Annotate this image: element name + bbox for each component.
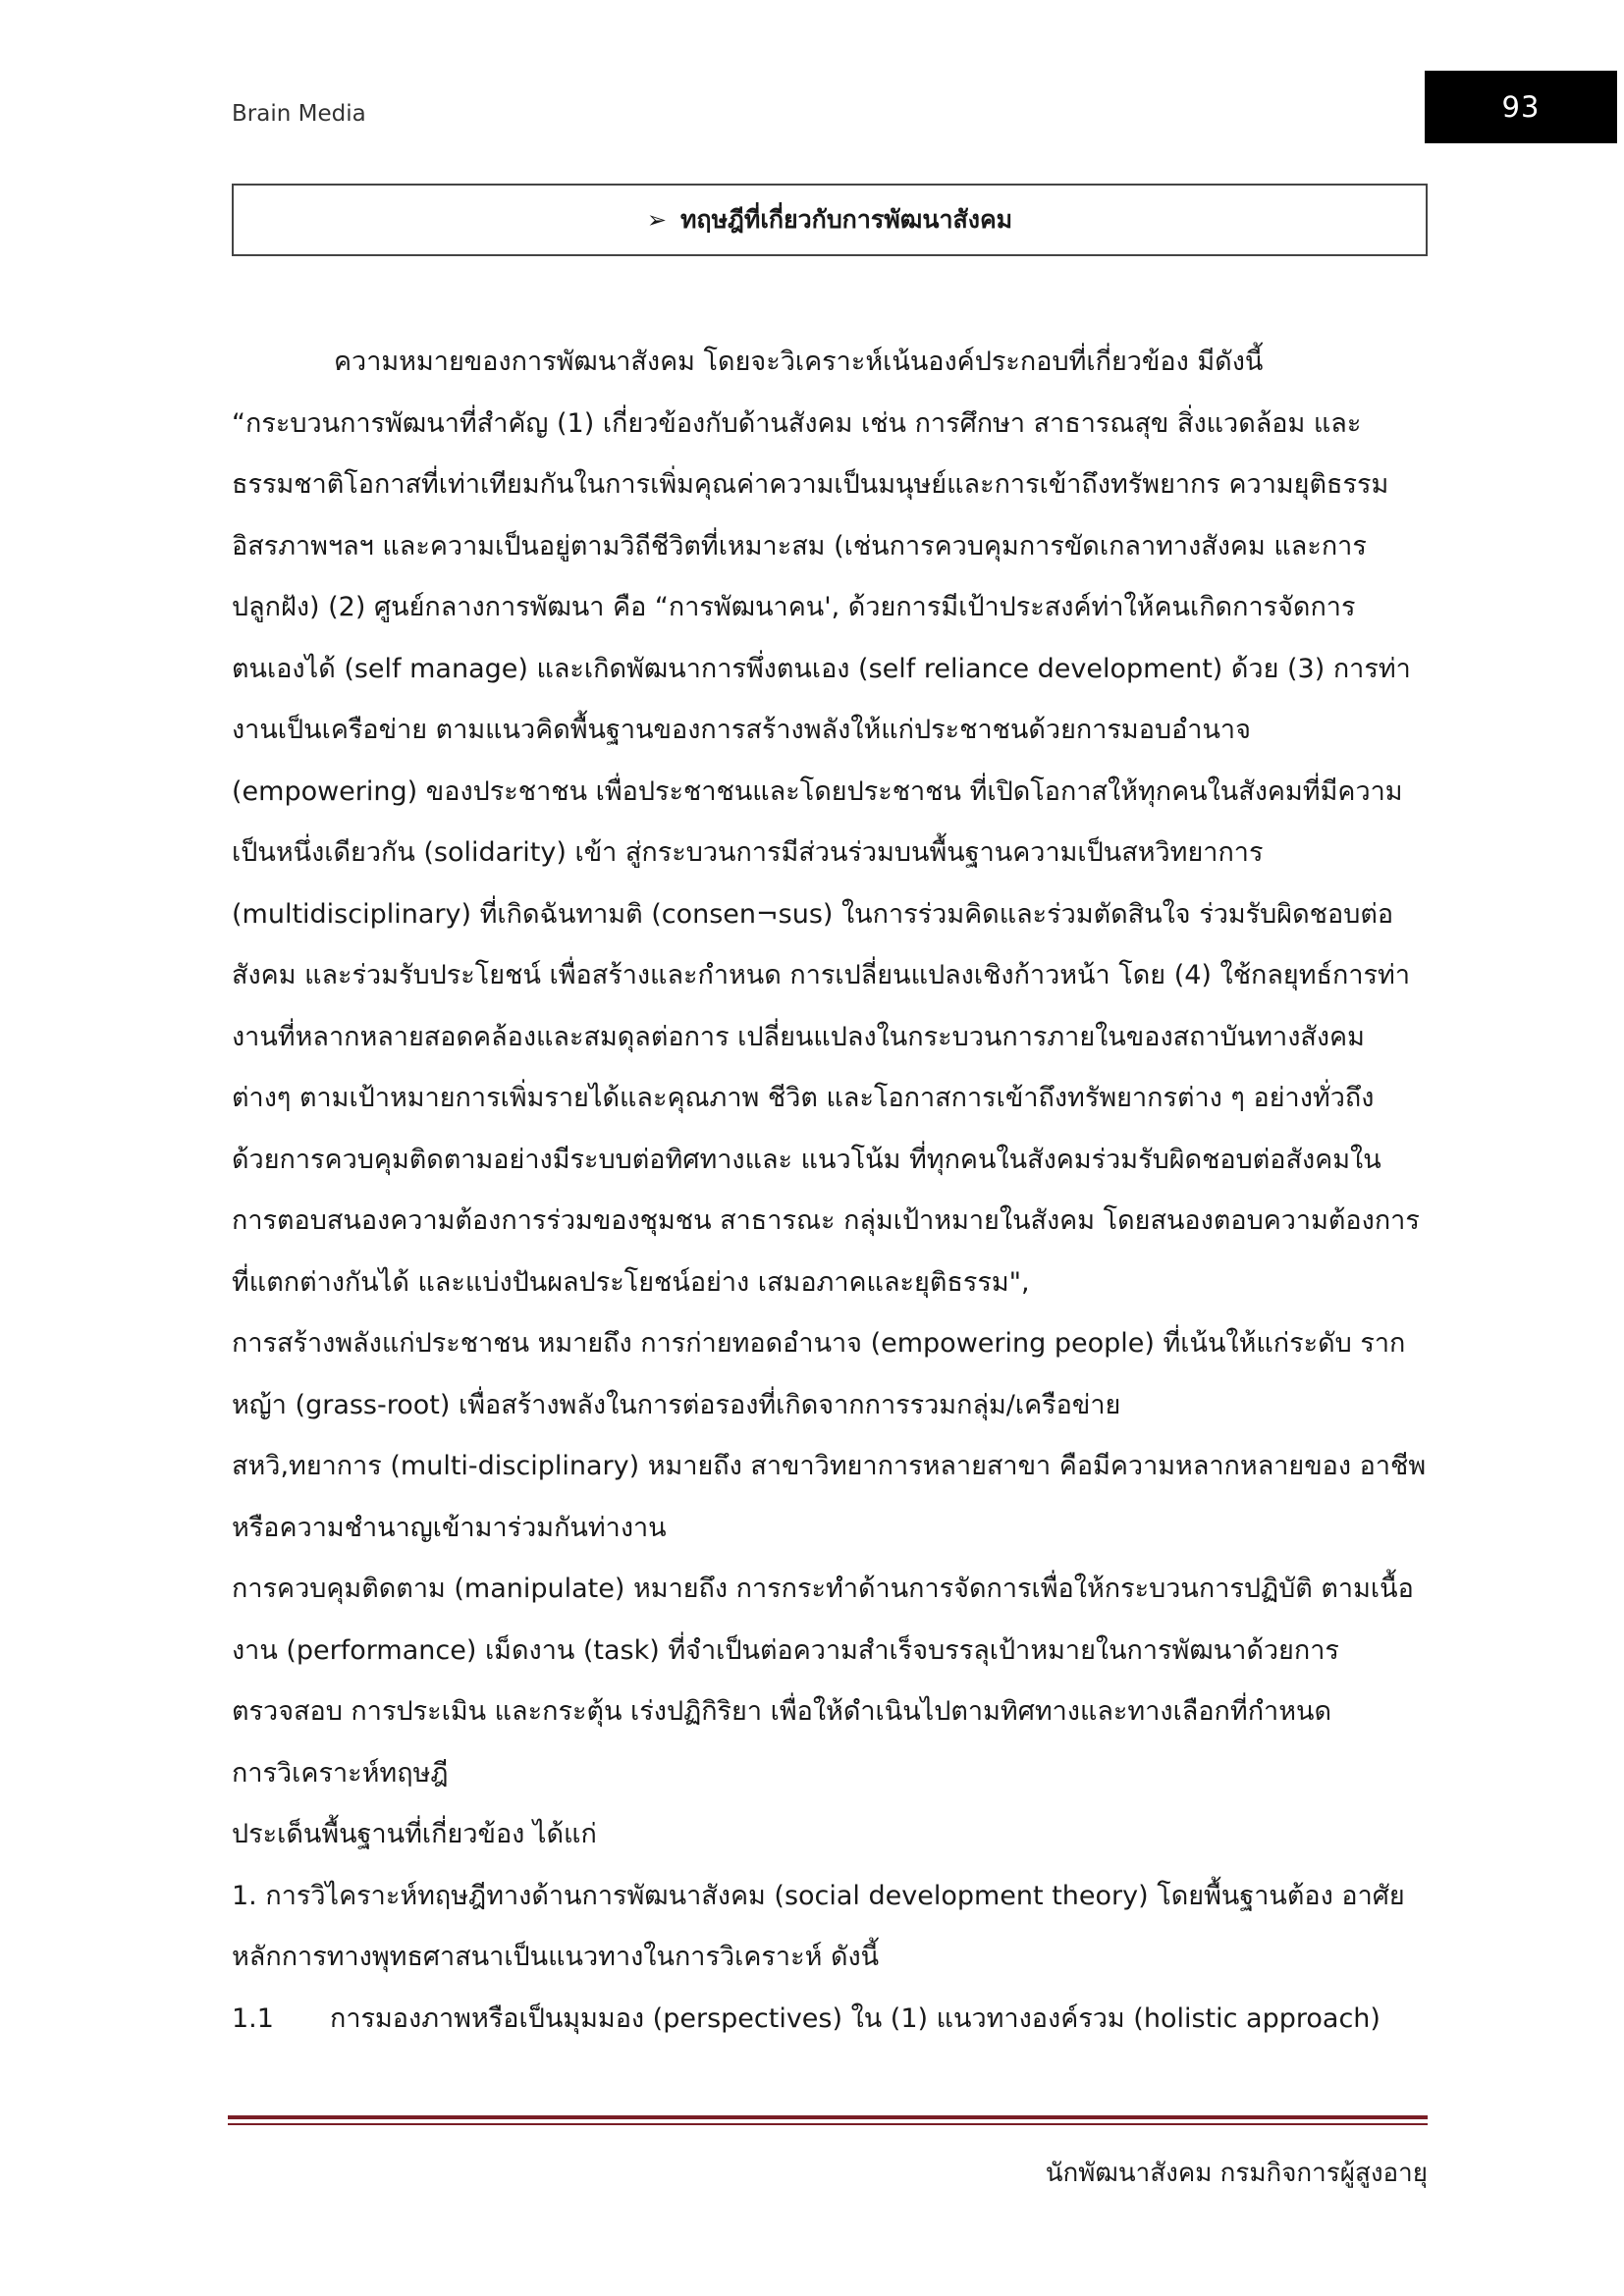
paragraph-line: อิสรภาพฯลฯ และความเป็นอยู่ตามวิถีชีวิตที่เหมาะสม (เช่นการควบคุมการขัดเกลาทางสังคม และการ — [232, 530, 1367, 561]
paragraph-line: ธรรมชาติโอกาสที่เท่าเทียมกันในการเพิ่มคุณค่าความเป็นมนุษย์และการเข้าถึงทรัพยากร ความยุติธรรม — [232, 469, 1389, 500]
paragraph-line: “กระบวนการพัฒนาที่สำคัญ (1) เกี่ยวข้องกับด้านสังคม เช่น การศึกษา สาธารณสุข สิ่งแวดล้อม และ — [232, 407, 1362, 439]
paragraph-line: งานเป็นเครือข่าย ตามแนวคิดพื้นฐานของการสร้างพลังให้แก่ประชาชนด้วยการมอบอำนาจ — [232, 715, 1251, 745]
paragraph-line: การสร้างพลังแก่ประชาชน หมายถึง การก่ายทอดอำนาจ (empowering people) ที่เน้นให้แก่ระดับ ราก — [232, 1328, 1406, 1359]
paragraph-line: (multidisciplinary) ที่เกิดฉันทามติ (consen¬sus) ในการร่วมคิดและร่วมตัดสินใจ ร่วมรับผิดชอบต่อ — [232, 898, 1394, 930]
paragraph-line: ปลูกฝัง) (2) ศูนย์กลางการพัฒนา คือ “การพัฒนาคน', ด้วยการมีเป้าประสงค์ท่าให้คนเกิดการจัดการ — [232, 592, 1356, 622]
paragraph-line: สหวิ,ทยาการ (multi-disciplinary) หมายถึง สาขาวิทยาการหลายสาขา คือมีความหลากหลายของ อาชีพ — [232, 1451, 1427, 1481]
footer-divider-thin — [228, 2123, 1428, 2125]
paragraph-line: งาน (performance) เม็ดงาน (task) ที่จำเป็นต่อความสำเร็จบรรลุเป้าหมายในการพัฒนาด้วยการ — [232, 1634, 1339, 1666]
paragraph-line: การควบคุมติดตาม (manipulate) หมายถึง การกระทำด้านการจัดการเพื่อให้กระบวนการปฏิบัติ ตามเนื้อ — [232, 1574, 1414, 1604]
numbered-item — [232, 1989, 1449, 2051]
section-heading-box — [232, 184, 1428, 256]
footer-divider — [228, 2115, 1428, 2119]
section-title: ทฤษฎีที่เกี่ยวกับการพัฒนาสังคม — [679, 205, 1013, 234]
running-header: Brain Media — [232, 101, 366, 127]
item-number: 1.1 — [232, 2002, 274, 2034]
paragraph-line: ความหมายของการพัฒนาสังคม โดยจะวิเคราะห์เน้นองค์ประกอบที่เกี่ยวข้อง มีดังนี้ — [334, 347, 1264, 377]
page-number: 93 — [1425, 71, 1617, 143]
paragraph-line: ที่แตกต่างกันได้ และแบ่งปันผลประโยชน์อย่าง เสมอภาคและยุติธรรม", — [232, 1266, 1030, 1298]
paragraph-line: สังคม และร่วมรับประโยชน์ เพื่อสร้างและกำหนด การเปลี่ยนแปลงเชิงก้าวหน้า โดย (4) ใช้กลยุทธ์การท่า — [232, 960, 1410, 990]
paragraph-line: 1. การวิไคราะห์ทฤษฎีทางด้านการพัฒนาสังคม (social development theory) โดยพื้นฐานต้อง อาศัย — [232, 1880, 1405, 1911]
paragraph-line: การวิเคราะห์ทฤษฎี — [232, 1757, 449, 1789]
paragraph-line: ด้วยการควบคุมติดตามอย่างมีระบบต่อทิศทางและ แนวโน้ม ที่ทุกคนในสังคมร่วมรับผิดชอบต่อสังคมใน — [232, 1144, 1381, 1175]
paragraph-line: ตรวจสอบ การประเมิน และกระตุ้น เร่งปฏิกิริยา เพื่อให้ดำเนินไปตามทิศทางและทางเลือกที่กำหนด — [232, 1696, 1331, 1727]
paragraph-line: หญ้า (grass-root) เพื่อสร้างพลังในการต่อรองที่เกิดจากการรวมกลุ่ม/เครือข่าย — [232, 1389, 1121, 1420]
arrowhead-right-icon: ➢ — [646, 206, 667, 234]
paragraph-line: หรือความชำนาญเข้ามาร่วมกันท่างาน — [232, 1512, 667, 1543]
paragraph-line: (empowering) ของประชาชน เพื่อประชาชนและโดยประชาชน ที่เปิดโอกาสให้ทุกคนในสังคมที่มีความ — [232, 775, 1403, 807]
paragraph-line: ต่างๆ ตามเป้าหมายการเพิ่มรายได้และคุณภาพ ชีวิต และโอกาสการเข้าถึงทรัพยากรต่าง ๆ อย่างทั่วถึง — [232, 1083, 1375, 1113]
running-footer: นักพัฒนาสังคม กรมกิจการผู้สูงอายุ — [1045, 2159, 1428, 2188]
paragraph-line: เป็นหนึ่งเดียวกัน (solidarity) เข้า สู่กระบวนการมีส่วนร่วมบนพื้นฐานความเป็นสหวิทยาการ — [232, 837, 1264, 868]
item-text: การมองภาพหรือเป็นมุมมอง (perspectives) ใน (1) แนวทางองค์รวม (holistic approach) — [330, 2002, 1380, 2034]
paragraph-line: งานที่หลากหลายสอดคล้องและสมดุลต่อการ เปลี่ยนแปลงในกระบวนการภายในของสถาบันทางสังคม — [232, 1021, 1365, 1052]
paragraph-line: ประเด็นพื้นฐานที่เกี่ยวข้อง ได้แก่ — [232, 1819, 597, 1849]
paragraph-line: หลักการทางพุทธศาสนาเป็นแนวทางในการวิเคราะห์ ดังนี้ — [232, 1942, 880, 1972]
paragraph-line: ตนเองได้ (self manage) และเกิดพัฒนาการพึ่งตนเอง (self reliance development) ด้วย (3) การท่า — [232, 653, 1411, 684]
body-text — [232, 332, 1449, 2050]
paragraph-line: การตอบสนองความต้องการร่วมของชุมชน สาธารณะ กลุ่มเป้าหมายในสังคม โดยสนองตอบความต้องการ — [232, 1205, 1420, 1236]
